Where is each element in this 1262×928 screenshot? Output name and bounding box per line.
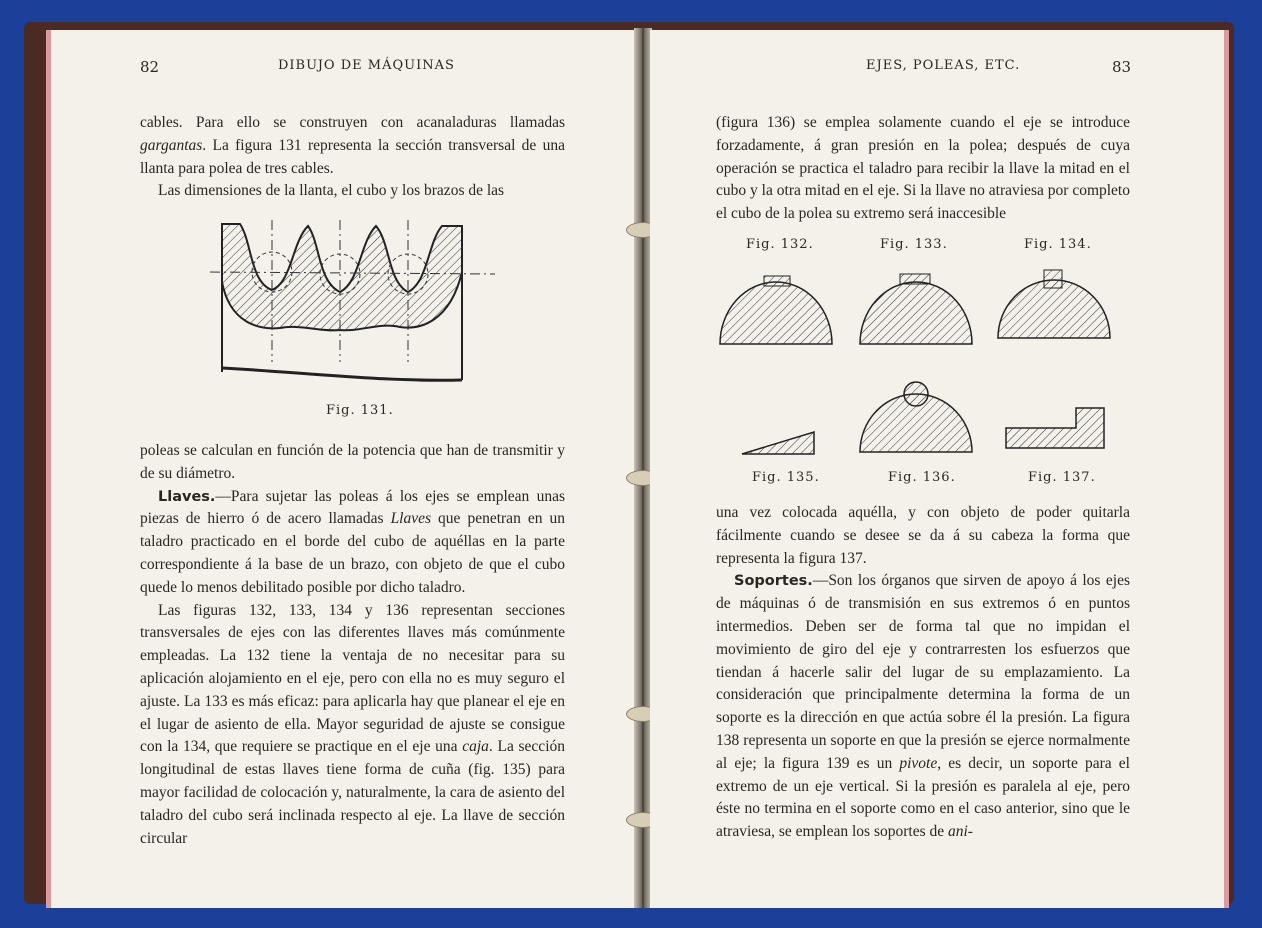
italic-term: caja: [462, 738, 489, 756]
left-para-4: [140, 486, 565, 600]
italic-term: gargantas: [140, 136, 203, 154]
left-text-block: [140, 440, 565, 850]
section-heading-soportes: Soportes.: [734, 573, 813, 590]
right-para-1: (figura 136) se emplea solamente cuando el eje se introduce forzadamente, á gran presión en la polea; después de cuya operación se practica el taladro para recibir la llave la mitad en el cubo y la otra mitad en el eje. Si la llave no atraviesa por completo el cubo de la polea su extremo será inaccesible: [716, 114, 1130, 223]
left-running-head: DIBUJO DE MÁQUINAS: [278, 58, 455, 73]
text-span: que penetran en un taladro practicado en el borde del cubo de aquéllas en la parte correspondiente á la base de un brazo, con objeto de que el cubo quede lo menos debilitado posible por dicho taladro.: [140, 510, 565, 596]
section-heading-llaves: Llaves.: [158, 488, 216, 505]
right-page-number: 83: [1112, 58, 1132, 76]
left-page-number: 82: [140, 58, 160, 76]
right-running-head: EJES, POLEAS, ETC.: [866, 58, 1021, 73]
italic-term: ani-: [948, 823, 973, 841]
text-span: . La sección longitudinal de estas llaves tiene forma de cuña (fig. 135) para mayor facilidad de colocación y, naturalmente, la cara de asiento del taladro del cubo será inclinada respecto al eje. La llave de sección circular: [140, 738, 565, 847]
figure-131-pulley-rim: [200, 212, 500, 392]
text-span: . La figura 131 representa la sección transversal de una llanta para polea de tres cables.: [140, 136, 565, 177]
right-para-2: una vez colocada aquélla, y con objeto de poder quitarla fácilmente cuando se desee se da á su cabeza la forma que representa la figura 137.: [716, 504, 1130, 567]
text-span: —Son los órganos que sirven de apoyo á los ejes de máquinas ó de transmisión en sus extremos ó en puntos intermedios. Deben ser de forma tal que no impidan el movimiento de giro del eje y contrarresten los esfuerzos que tiendan á hacerle salir del lugar de su emplazamiento. La consideración que principalmente determina la forma de un soporte es la dirección en que actúa sobre él la presión. La figura 138 representa un soporte en que la presión se ejerce normalmente al eje; la figura 139 es un: [716, 572, 1130, 772]
left-para-3: poleas se calculan en función de la potencia que han de transmitir y de su diámetro.: [140, 442, 565, 482]
figure-132-caption: Fig. 132.: [746, 237, 814, 252]
left-para-2: Las dimensiones de la llanta, el cubo y los brazos de las: [158, 182, 505, 200]
figures-132-137-shaft-keys: [714, 260, 1124, 460]
figure-134-caption: Fig. 134.: [1024, 237, 1092, 252]
left-para-5: [140, 600, 565, 851]
figure-135-caption: Fig. 135.: [752, 470, 820, 485]
figure-131-caption: Fig. 131.: [326, 403, 394, 418]
figure-133-caption: Fig. 133.: [880, 237, 948, 252]
figure-137-caption: Fig. 137.: [1028, 470, 1096, 485]
text-span: , es decir, un soporte para el extremo de un eje vertical. Si la presión es paralela al eje, pero éste no termina en el soporte como en el caso anterior, sino que le atraviesa, se emplean los soportes de: [716, 754, 1130, 841]
text-span: Las figuras 132, 133, 134 y 136 representan secciones transversales de ejes con las diferentes llaves más comúnmente empleadas. La 132 tiene la ventaja de no necesitar para su aplicación alojamiento en el eje, pero con ella no es muy seguro el ajuste. La 133 es más eficaz: para aplicarla hay que planear el eje en el lugar de asiento de ella. Mayor seguridad de ajuste se consigue con la 134, que requiere se practique en el eje una: [140, 601, 565, 756]
text-span: cables. Para ello se construyen con acanaladuras llamadas: [140, 114, 565, 131]
italic-term: pivote: [899, 754, 938, 772]
right-text-block: [716, 502, 1130, 844]
italic-term: Llaves: [390, 510, 432, 528]
left-para-1: [140, 112, 565, 203]
figure-136-caption: Fig. 136.: [888, 470, 956, 485]
text-span: —Para sujetar las poleas á los ejes se emplean unas piezas de hierro ó de acero llamadas: [140, 487, 565, 528]
right-para-3: [716, 570, 1130, 844]
